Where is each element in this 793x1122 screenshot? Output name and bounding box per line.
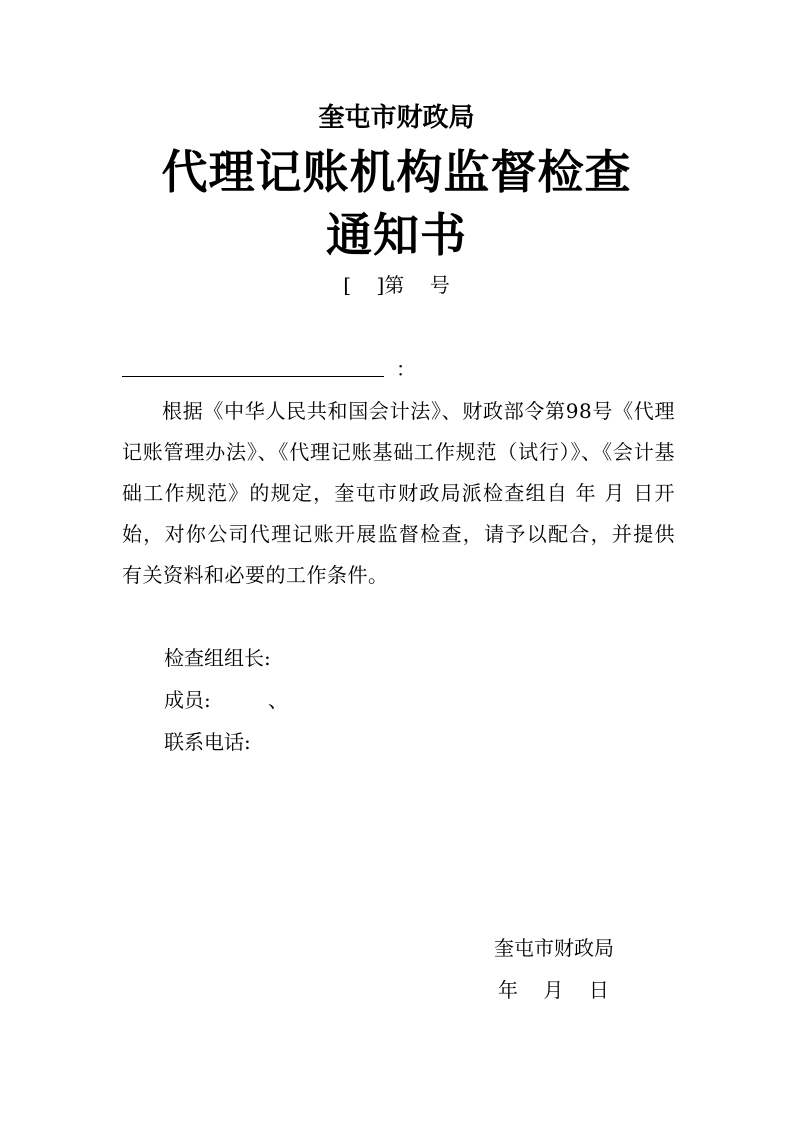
signature-organization: 奎屯市财政局	[494, 936, 614, 960]
document-title-line-1: 代理记账机构监督检查	[161, 145, 632, 199]
inspection-leader-label: 检查组组长:	[164, 646, 271, 670]
signature-date: 年 月 日	[498, 978, 609, 1002]
addressee-colon: ：	[396, 357, 416, 381]
document-number: [ ]第 号	[343, 273, 450, 297]
inspection-members-label: 成员: 、	[164, 688, 288, 712]
issuing-organization-title: 奎屯市财政局	[318, 103, 475, 133]
contact-phone-label: 联系电话:	[164, 730, 251, 754]
document-title-line-2: 通知书	[326, 208, 467, 262]
addressee-blank-line	[122, 376, 384, 377]
notice-body-paragraph: 根据《中华人民共和国会计法》、财政部令第98号《代理记账管理办法》、《代理记账基础工作规范（试行）》、《会计基础工作规范》的规定，奎屯市财政局派检查组自 年 月 日开始，对你公司代理记账开展监督检查，请予以配合，并提供有关资料和必要的工作条件。	[122, 399, 675, 587]
